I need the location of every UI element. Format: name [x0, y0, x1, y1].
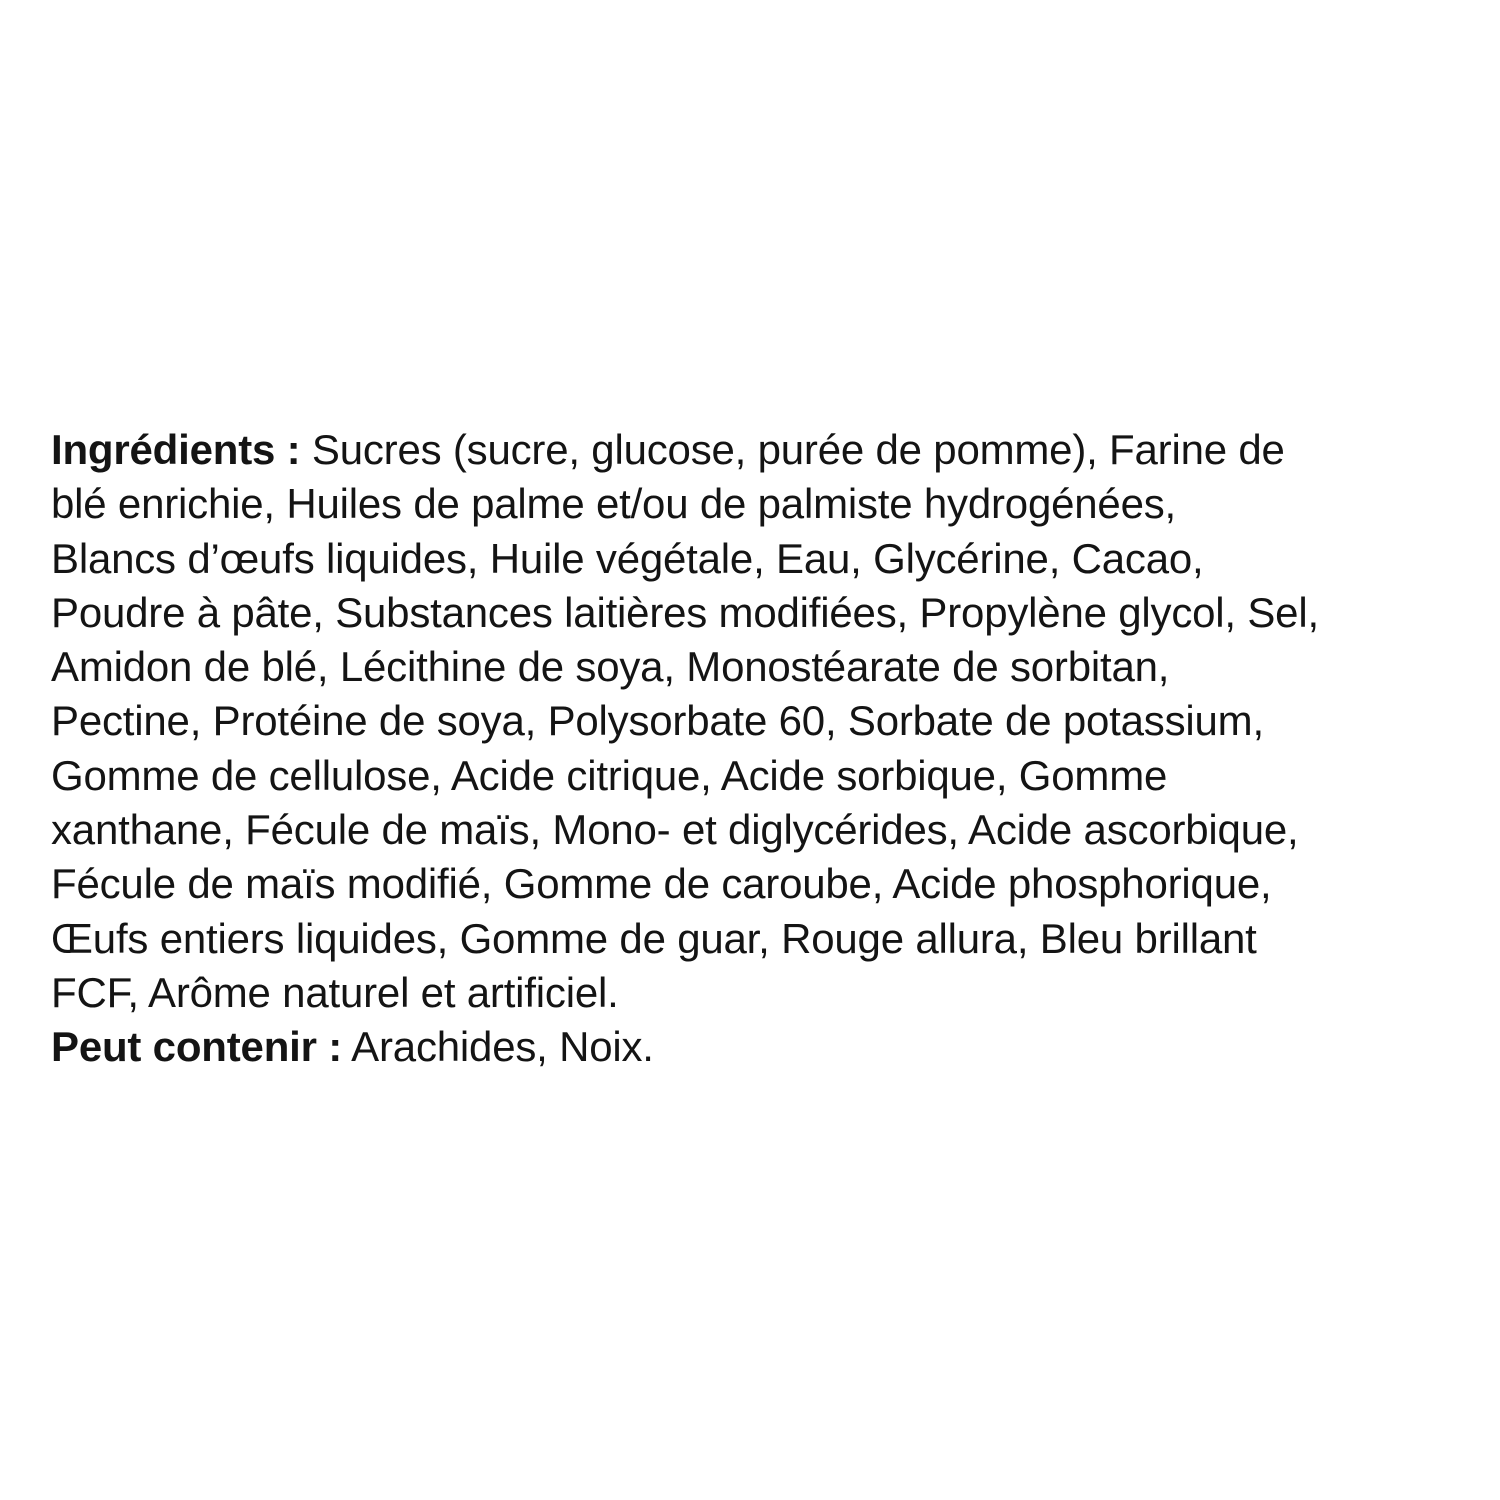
ingredients-line-9: Fécule de maïs modifié, Gomme de caroube, Acide phosphorique,	[51, 860, 1272, 908]
ingredients-line-1	[51, 423, 1471, 477]
ingredients-line-3: Blancs d’œufs liquides, Huile végétale, Eau, Glycérine, Cacao,	[51, 534, 1204, 582]
ingredients-line-5: Amidon de blé, Lécithine de soya, Monostéarate de sorbitan,	[51, 643, 1170, 691]
ingredients-line-2: blé enrichie, Huiles de palme et/ou de palmiste hydrogénées,	[51, 480, 1177, 528]
ingredient-label	[51, 423, 1471, 1075]
ingredients-heading: Ingrédients :	[51, 426, 301, 473]
ingredients-line-6: Pectine, Protéine de soya, Polysorbate 60, Sorbate de potassium,	[51, 697, 1264, 745]
may-contain-heading: Peut contenir :	[51, 1023, 343, 1071]
ingredients-line-4: Poudre à pâte, Substances laitières modifiées, Propylène glycol, Sel,	[51, 588, 1319, 636]
ingredients-line-10: Œufs entiers liquides, Gomme de guar, Rouge allura, Bleu brillant	[51, 914, 1257, 962]
ingredients-line-11: FCF, Arôme naturel et artificiel.	[51, 968, 619, 1016]
may-contain-line	[51, 1020, 1471, 1074]
ingredients-text: Sucres (sucre, glucose, purée de pomme), Farine de	[300, 426, 1285, 473]
ingredients-line-8: xanthane, Fécule de maïs, Mono- et diglycérides, Acide ascorbique,	[51, 806, 1299, 854]
ingredients-line-7: Gomme de cellulose, Acide citrique, Acide sorbique, Gomme	[51, 751, 1168, 799]
may-contain-text: Arachides, Noix.	[342, 1023, 654, 1071]
